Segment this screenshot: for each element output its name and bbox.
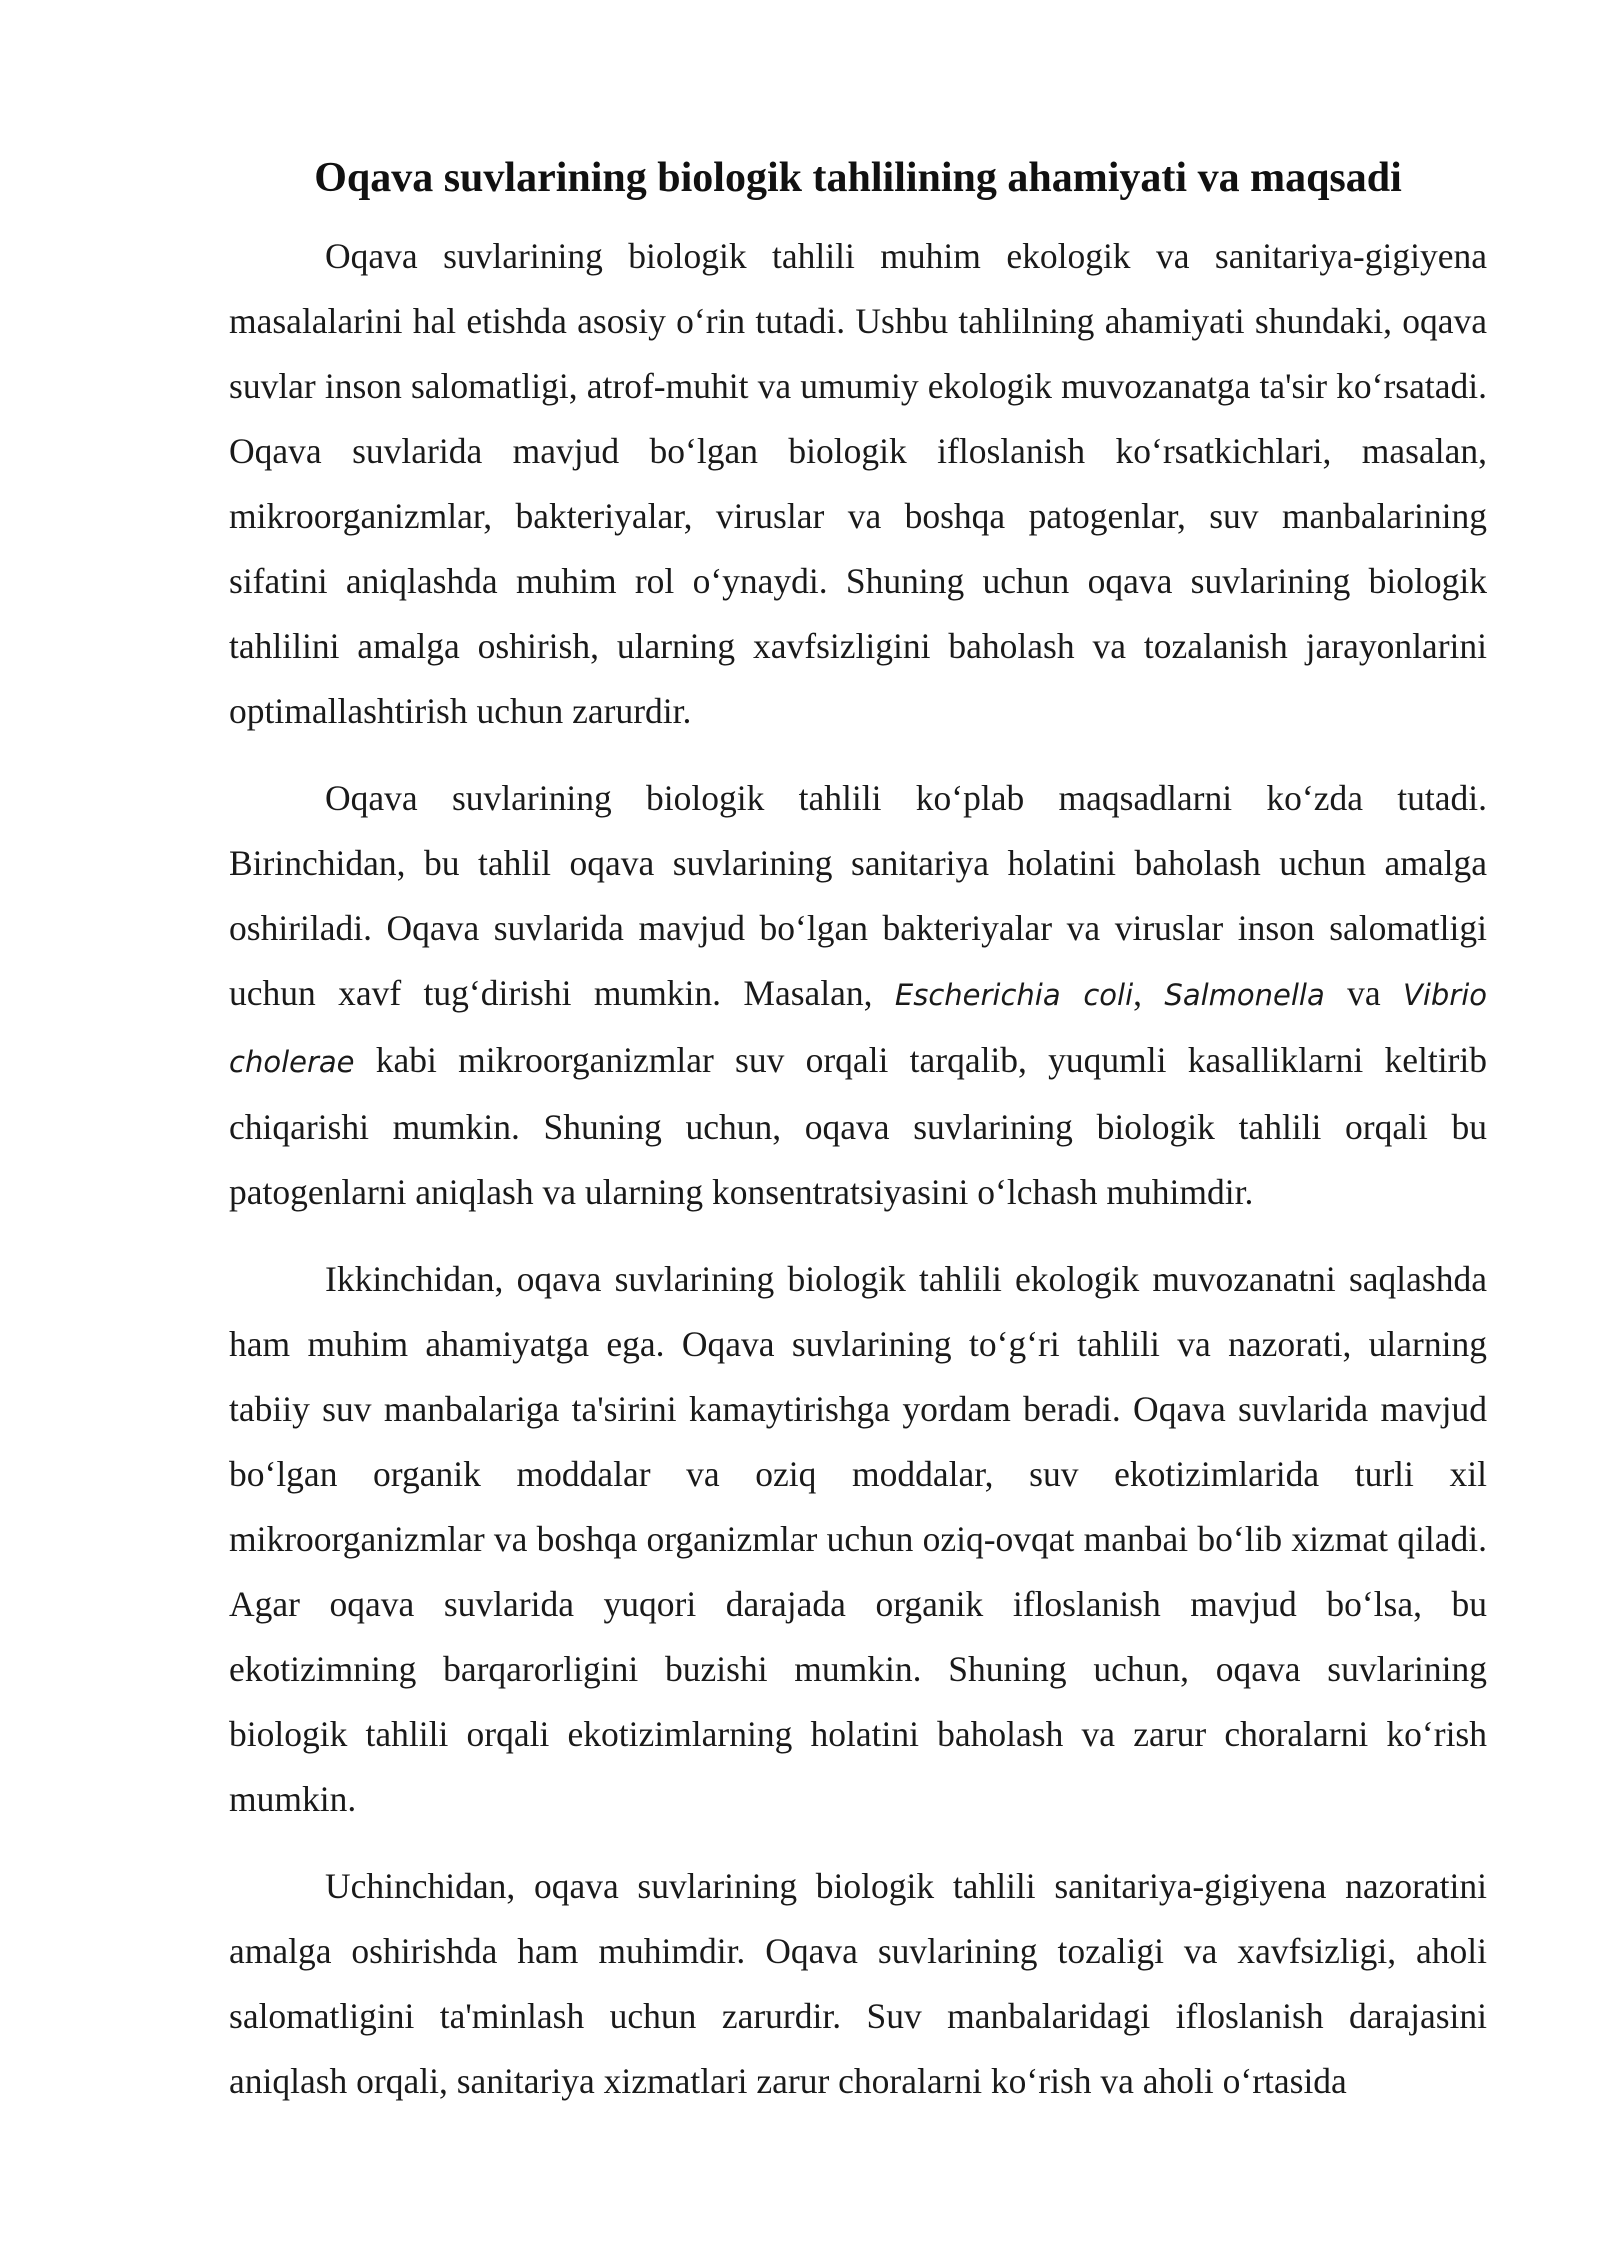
document-body <box>229 150 1487 2136</box>
paragraph-ecological-balance: Ikkinchidan, oqava suvlarining biologik tahlili ekologik muvozanatni saqlashda ham muhim ahamiyatga ega. Oqava suvlarining to‘g‘ri tahlili va nazorati, ularning tabiiy suv manbalariga ta'sirini kamaytirishga yordam beradi. Oqava suvlarida mavjud bo‘lgan organik moddalar va oziq moddalar, suv ekotizimlarida turli xil mikroorganizmlar va boshqa organizmlar uchun oziq-ovqat manbai bo‘lib xizmat qiladi. Agar oqava suvlarida yuqori darajada organik ifloslanish mavjud bo‘lsa, bu ekotizimning barqarorligini buzishi mumkin. Shuning uchun, oqava suvlarining biologik tahlili orqali ekotizimlarning holatini baholash va zarur choralarni ko‘rish mumkin. <box>229 1259 1487 1819</box>
paragraph-goals <box>229 766 1487 1225</box>
document-title: Oqava suvlarining biologik tahlilining ahamiyati va maqsadi <box>314 155 1402 201</box>
paragraph-importance: Oqava suvlarining biologik tahlili muhim ekologik va sanitariya-gigiyena masalalarini hal etishda asosiy o‘rin tutadi. Ushbu tahlilning ahamiyati shundaki, oqava suvlar inson salomatligi, atrof-muhit va umumiy ekologik muvozanatga ta'sir ko‘rsatadi. Oqava suvlarida mavjud bo‘lgan biologik ifloslanish ko‘rsatkichlari, masalan, mikroorganizmlar, bakteriyalar, viruslar va boshqa patogenlar, suv manbalarining sifatini aniqlashda muhim rol o‘ynaydi. Shuning uchun oqava suvlarining biologik tahlilini amalga oshirish, ularning xavfsizligini baholash va tozalanish jarayonlarini optimallashtirish uchun zarurdir. <box>229 236 1487 731</box>
species-separator-comma: , <box>1133 973 1165 1013</box>
species-vibrio-cholerae: Vibrio cholerae <box>229 978 1488 1079</box>
species-salmonella: Salmonella <box>1164 978 1325 1012</box>
paragraph-goals-text-start: Oqava suvlarining biologik tahlili ko‘plab maqsadlarni ko‘zda tutadi. Birinchidan, bu tahlil oqava suvlarining sanitariya holatini baholash uchun amalga oshiriladi. Oqava suvlarida mavjud bo‘lgan bakteriyalar va viruslar inson salomatligi uchun xavf tug‘dirishi mumkin. Masalan, <box>229 778 1487 1013</box>
species-escherichia-coli: Escherichia coli <box>894 978 1134 1012</box>
paragraph-sanitary-control: Uchinchidan, oqava suvlarining biologik tahlili sanitariya-gigiyena nazoratini amalga oshirishda ham muhimdir. Oqava suvlarining tozaligi va xavfsizligi, aholi salomatligini ta'minlash uchun zarurdir. Suv manbalaridagi ifloslanish darajasini aniqlash orqali, sanitariya xizmatlari zarur choralarni ko‘rish va aholi o‘rtasida <box>229 1866 1487 2101</box>
paragraph-goals-text-end: kabi mikroorganizmlar suv orqali tarqalib, yuqumli kasalliklarni keltirib chiqarishi mumkin. Shuning uchun, oqava suvlarining biologik tahlili orqali bu patogenlarni aniqlash va ularning konsentratsiyasini o‘lchash muhimdir. <box>229 1040 1487 1212</box>
species-separator-va: va <box>1324 973 1403 1013</box>
